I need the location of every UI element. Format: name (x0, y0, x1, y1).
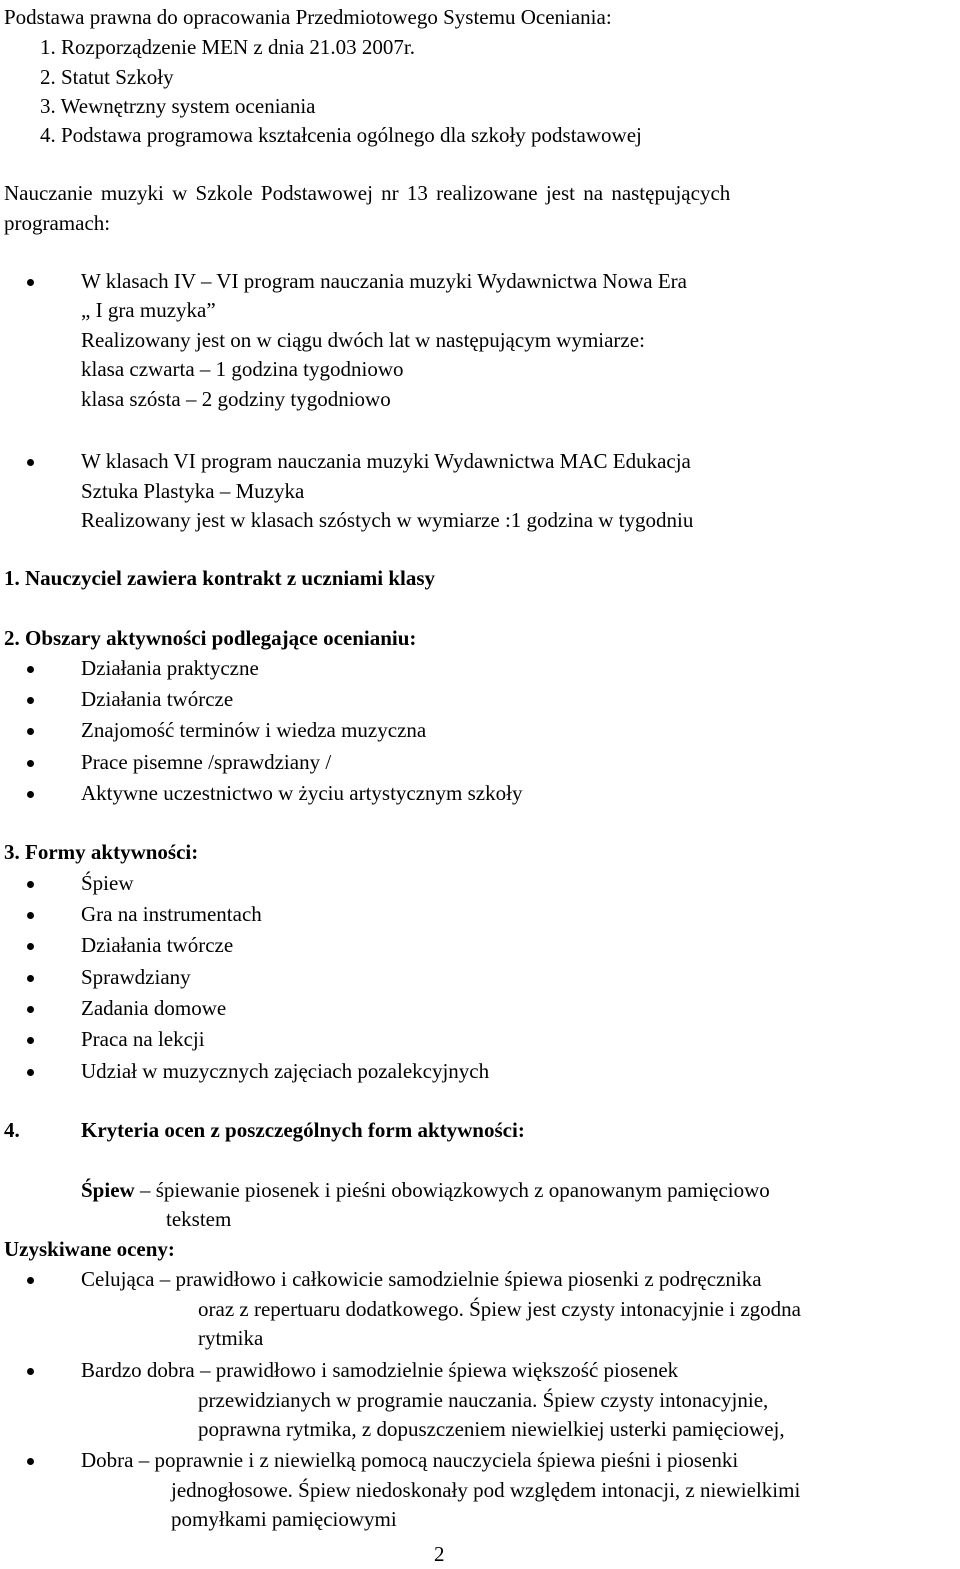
grade-line: rytmika (198, 1326, 264, 1350)
bullet-icon (27, 459, 34, 466)
legal-basis-item: 2. Statut Szkoły (40, 65, 174, 89)
grade-line: Bardzo dobra – prawidłowo i samodzielnie śpiewa większość piosenek (81, 1358, 679, 1382)
activity-form-item: Śpiew (81, 871, 134, 895)
bullet-icon (27, 760, 34, 767)
activity-area-item: Znajomość terminów i wiedza muzyczna (81, 718, 427, 742)
intro-text: programach: (4, 211, 111, 235)
program-line: W klasach IV – VI program nauczania muzyki Wydawnictwa Nowa Era (81, 269, 687, 293)
program-line: W klasach VI program nauczania muzyki Wydawnictwa MAC Edukacja (81, 449, 691, 473)
activity-form-item: Sprawdziany (81, 965, 191, 989)
legal-basis-title: Podstawa prawna do opracowania Przedmiotowego Systemu Oceniania: (4, 5, 612, 29)
bullet-icon (27, 975, 34, 982)
grades-heading: Uzyskiwane oceny: (4, 1237, 175, 1261)
bullet-icon (27, 728, 34, 735)
grade-line: pomyłkami pamięciowymi (171, 1507, 397, 1531)
grade-line: Celująca – prawidłowo i całkowicie samodzielnie śpiewa piosenki z podręcznika (81, 1267, 762, 1291)
program-line: „ I gra muzyka” (81, 298, 216, 322)
activity-form-item: Działania twórcze (81, 933, 234, 957)
program-line: klasa czwarta – 1 godzina tygodniowo (81, 357, 404, 381)
section-4-number: 4. (4, 1118, 20, 1142)
bullet-icon (27, 1037, 34, 1044)
grade-line: jednogłosowe. Śpiew niedoskonały pod względem intonacji, z niewielkimi (171, 1478, 801, 1502)
bullet-icon (27, 279, 34, 286)
bullet-icon (27, 1006, 34, 1013)
grade-line: oraz z repertuaru dodatkowego. Śpiew jest czysty intonacyjnie i zgodna (198, 1297, 801, 1321)
activity-area-item: Prace pisemne /sprawdziany / (81, 750, 332, 774)
section-3-heading: 3. Formy aktywności: (4, 840, 199, 864)
program-line: Sztuka Plastyka – Muzyka (81, 479, 305, 503)
program-line: Realizowany jest on w ciągu dwóch lat w następującym wymiarze: (81, 328, 645, 352)
legal-basis-item: 3. Wewnętrzny system oceniania (40, 94, 316, 118)
grade-line: Dobra – poprawnie i z niewielką pomocą nauczyciela śpiewa pieśni i piosenki (81, 1448, 739, 1472)
section-2-heading: 2. Obszary aktywności podlegające ocenianiu: (4, 626, 417, 650)
program-line: klasa szósta – 2 godziny tygodniowo (81, 387, 391, 411)
grade-line: przewidzianych w programie nauczania. Śpiew czysty intonacyjnie, (198, 1388, 769, 1412)
bullet-icon (27, 1458, 34, 1465)
bullet-icon (27, 881, 34, 888)
bullet-icon (27, 912, 34, 919)
activity-form-item: Zadania domowe (81, 996, 227, 1020)
legal-basis-item: 1. Rozporządzenie MEN z dnia 21.03 2007r. (40, 35, 415, 59)
activity-area-item: Aktywne uczestnictwo w życiu artystycznym szkoły (81, 781, 523, 805)
bullet-icon (27, 666, 34, 673)
grade-line: poprawna rytmika, z dopuszczeniem niewielkiej usterki pamięciowej, (198, 1417, 785, 1441)
activity-form-item: Udział w muzycznych zajęciach pozalekcyjnych (81, 1059, 490, 1083)
section-1-heading: 1. Nauczyciel zawiera kontrakt z uczniami klasy (4, 566, 436, 590)
page-number: 2 (434, 1542, 445, 1566)
bullet-icon (27, 1368, 34, 1375)
singing-description-cont: tekstem (166, 1207, 232, 1231)
section-4-heading: Kryteria ocen z poszczególnych form aktywności: (81, 1118, 525, 1142)
activity-form-item: Gra na instrumentach (81, 902, 262, 926)
singing-criteria (81, 1175, 770, 1205)
singing-description: – śpiewanie piosenek i pieśni obowiązkowych z opanowanym pamięciowo (134, 1178, 770, 1202)
bullet-icon (27, 1277, 34, 1284)
bullet-icon (27, 943, 34, 950)
activity-form-item: Praca na lekcji (81, 1027, 205, 1051)
bullet-icon (27, 697, 34, 704)
singing-label: Śpiew (81, 1178, 135, 1202)
program-line: Realizowany jest w klasach szóstych w wymiarze :1 godzina w tygodniu (81, 508, 694, 532)
bullet-icon (27, 791, 34, 798)
legal-basis-item: 4. Podstawa programowa kształcenia ogólnego dla szkoły podstawowej (40, 123, 642, 147)
activity-area-item: Działania praktyczne (81, 656, 259, 680)
intro-text: Nauczanie muzyki w Szkole Podstawowej nr 13 realizowane jest na następujących (4, 181, 731, 205)
activity-area-item: Działania twórcze (81, 687, 234, 711)
bullet-icon (27, 1069, 34, 1076)
